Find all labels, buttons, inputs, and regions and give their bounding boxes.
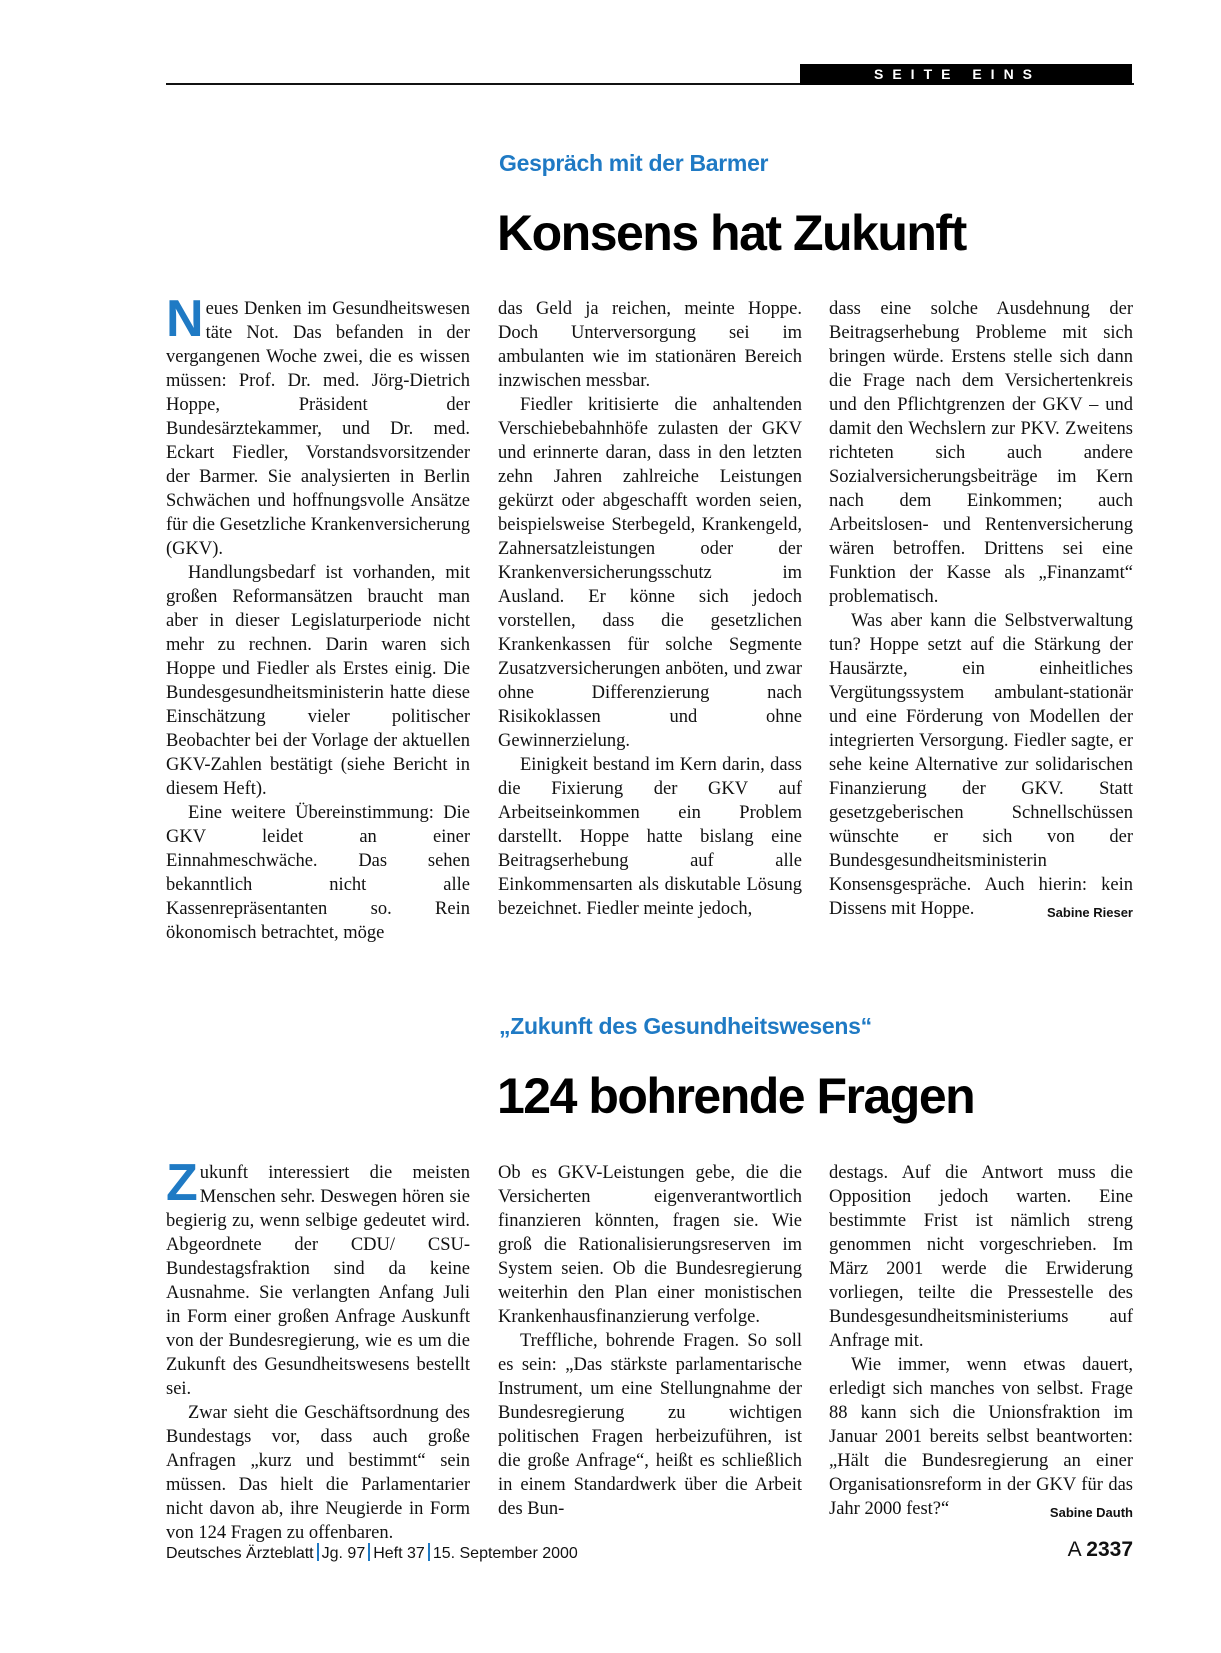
article1-paragraph: dass eine solche Ausdehnung der Beitragserhebung Probleme mit sich bringen würde. Erstens stelle sich dann die Frage nach dem Versichertenkreis und den Pflichtgrenzen der GKV – und damit den Wechslern zur PKV. Zweitens richteten sich auch andere Sozialversicherungsbeiträge im Kern nach dem Einkommen; auch Arbeitslosen- und Rentenversicherung wären betroffen. Drittens sei eine Funktion der Kasse als „Finanzamt“ problematisch. xyxy=(829,299,1133,607)
volume: Jg. 97 xyxy=(321,1545,366,1562)
article1-paragraph: Einigkeit bestand im Kern darin, dass die Fixierung der GKV auf Arbeitseinkommen ein Problem darstellt. Hoppe hatte bislang eine Beitragserhebung auf alle Einkommensarten als diskutable Lösung bezeichnet. Fiedler meinte jedoch, xyxy=(498,755,802,919)
drop-cap: N xyxy=(166,290,204,348)
section-label: SEITE EINS xyxy=(800,64,1132,85)
article1-column-2 xyxy=(498,297,802,921)
issue: Heft 37 xyxy=(373,1545,425,1562)
article1-kicker: Gespräch mit der Barmer xyxy=(499,150,769,176)
article2-paragraph: Treffliche, bohrende Fragen. So soll es sein: „Das stärkste parlamentarische Instrument, um eine Stellungnahme der Bundesregierung zu wichtigen politischen Fragen herbeizuführen, ist die große Anfrage“, heißt es schließlich in einem Standardwerk über die Arbeit des Bun- xyxy=(498,1331,802,1519)
article2-kicker: „Zukunft des Gesundheitswesens“ xyxy=(499,1013,872,1039)
article2-column-2 xyxy=(498,1161,802,1521)
article2-paragraph: Wie immer, wenn etwas dauert, erledigt sich manches von selbst. Frage 88 kann sich die Unionsfraktion im Januar 2001 bereits selbst beantworten: „Hält die Bundesregierung an einer Organisationsreform in der GKV für das Jahr 2000 fest?“ Sabine Dauth xyxy=(829,1353,1133,1521)
article1-paragraph: Neues Denken im Gesundheitswesen täte Not. Das befanden in der vergangenen Woche zwei, die es wissen müssen: Prof. Dr. med. Jörg-Dietrich Hoppe, Präsident der Bundesärztekammer, und Dr. med. Eckart Fiedler, Vorstandsvorsitzender der Barmer. Sie analysierten in Berlin Schwächen und hoffnungsvolle Ansätze für die Gesetzliche Krankenversicherung (GKV). xyxy=(166,290,470,559)
article1-headline: Konsens hat Zukunft xyxy=(497,205,966,261)
divider xyxy=(317,1543,319,1561)
article2-headline: 124 bohrende Fragen xyxy=(497,1068,975,1124)
issue-date: 15. September 2000 xyxy=(432,1545,578,1562)
article1-column-3 xyxy=(829,297,1133,925)
article1-paragraph: Fiedler kritisierte die anhaltenden Verschiebebahnhöfe zulasten der GKV und erinnerte daran, dass in den letzten zehn Jahren zahlreiche Leistungen gekürzt oder abgeschafft worden seien, beispielsweise Sterbegeld, Krankengeld, Zahnersatzleistungen oder der Krankenversicherungsschutz im Ausland. Er könne sich jedoch vorstellen, dass die gesetzlichen Krankenkassen für solche Segmente Zusatzversicherungen anböten, und zwar ohne Differenzierung nach Risikoklassen und ohne Gewinnerzielung. xyxy=(498,395,802,751)
article1-author: Sabine Rieser xyxy=(1047,905,1133,920)
divider xyxy=(428,1543,430,1561)
drop-cap: Z xyxy=(166,1154,198,1212)
article2-paragraph: Zukunft interessiert die meisten Menschen sehr. Deswegen hören sie begierig zu, wenn selbige gedeutet wird. Abgeordnete der CDU/ CSU-Bundestagsfraktion sind da keine Ausnahme. Sie verlangten Anfang Juli in Form einer großen Anfrage Auskunft von der Bundesregierung, wie es um die Zukunft des Gesundheitswesens bestellt sei. xyxy=(166,1154,470,1399)
article2-column-3 xyxy=(829,1161,1133,1525)
article1-column-1 xyxy=(166,290,470,945)
article2-paragraph: Zwar sieht die Geschäftsordnung des Bundestags vor, dass auch große Anfragen „kurz und bestimmt“ sein müssen. Das hielt die Parlamentarier nicht davon ab, ihre Neugierde in Form von 124 Fragen zu offenbaren. xyxy=(166,1403,470,1543)
article1-paragraph: das Geld ja reichen, meinte Hoppe. Doch Unterversorgung sei im ambulanten wie im stationären Bereich inzwischen messbar. xyxy=(498,299,802,391)
article2-paragraph: Ob es GKV-Leistungen gebe, die die Versicherten eigenverantwortlich finanzieren könnten, fragen sie. Wie groß die Rationalisierungsreserven im System seien. Ob die Bundesregierung weiterhin den Plan einer monistischen Krankenhausfinanzierung verfolge. xyxy=(498,1163,802,1327)
article1-paragraph: Handlungsbedarf ist vorhanden, mit großen Reformansätzen braucht man aber in dieser Legislaturperiode nicht mehr zu rechnen. Darin waren sich Hoppe und Fiedler als Erstes einig. Die Bundesgesundheitsministerin hatte diese Einschätzung vieler politischer Beobachter bei der Vorlage der aktuellen GKV-Zahlen bestätigt (siehe Bericht in diesem Heft). xyxy=(166,563,470,799)
article1-paragraph: Eine weitere Übereinstimmung: Die GKV leidet an einer Einnahmeschwäche. Das sehen bekanntlich nicht alle Kassenrepräsentanten so. Rein ökonomisch betrachtet, möge xyxy=(166,803,470,943)
page-number: A 2337 xyxy=(1067,1538,1133,1561)
article2-author: Sabine Dauth xyxy=(1049,1505,1133,1520)
divider xyxy=(368,1543,370,1561)
article2-paragraph: destags. Auf die Antwort muss die Opposition jedoch warten. Eine bestimmte Frist ist nämlich streng genommen nicht vorgeschrieben. Im März 2001 werde die Erwiderung vorliegen, teilte die Pressestelle des Bundesgesundheitsministeriums auf Anfrage mit. xyxy=(829,1163,1133,1351)
article1-paragraph: Was aber kann die Selbstverwaltung tun? Hoppe setzt auf die Stärkung der Hausärzte, ein einheitliches Vergütungssystem ambulant-stationär und eine Förderung von Modellen der integrierten Versorgung. Fiedler sagte, er sehe keine Alternative zur solidarischen Finanzierung der GKV. Statt gesetzgeberischen Schnellschüssen wünschte er sich von der Bundesgesundheitsministerin Konsensgespräche. Auch hierin: kein Dissens mit Hoppe. Sabine Rieser xyxy=(829,609,1133,921)
footer-citation xyxy=(166,1543,578,1563)
article2-column-1 xyxy=(166,1154,470,1545)
journal-name: Deutsches Ärzteblatt xyxy=(166,1545,314,1562)
